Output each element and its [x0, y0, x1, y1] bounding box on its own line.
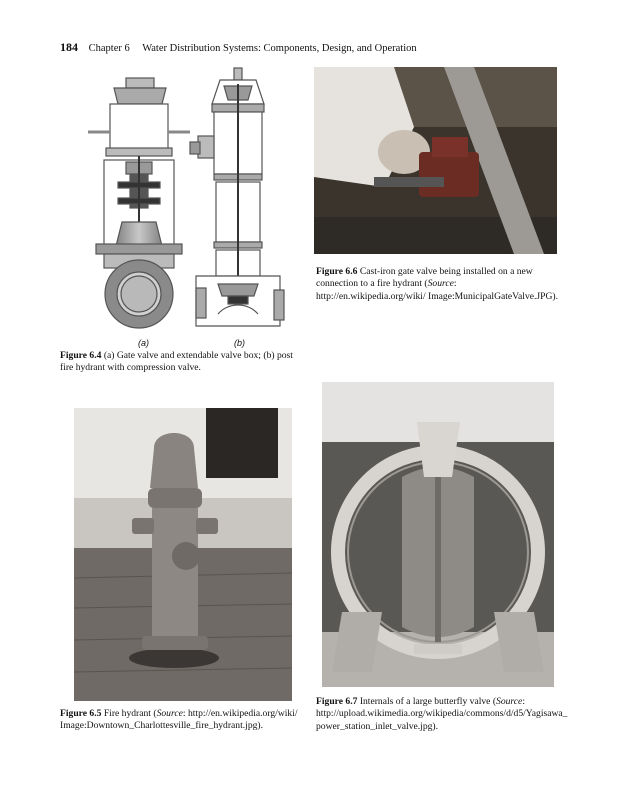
gate-valve-install-image	[314, 67, 557, 254]
figure-6-7-photo	[322, 382, 554, 687]
figure-6-7-text-pre: Internals of a large butterfly valve (	[359, 696, 497, 707]
figure-6-5-photo	[74, 408, 292, 701]
figure-6-4-sublabel-b: (b)	[234, 338, 245, 348]
page-number: 184	[60, 40, 78, 54]
figure-6-6-photo	[314, 67, 557, 254]
post-hydrant-drawing	[190, 68, 284, 326]
figure-6-5-text-post: : http://en.wikipedia.org/wiki/ Image:Downtown_Charlottesville_fire_hydrant.jpg).	[60, 708, 298, 732]
figure-6-6-label: Figure 6.6	[316, 266, 358, 277]
figure-6-5-caption	[60, 708, 300, 733]
figure-6-4-text: (a) Gate valve and extendable valve box; (b) post fire hydrant with compression valve.	[60, 350, 293, 374]
valve-hydrant-drawing	[78, 64, 298, 332]
figure-6-4-caption	[60, 350, 300, 375]
running-header	[60, 40, 560, 56]
figure-6-4-sublabel-a: (a)	[138, 338, 149, 348]
figure-6-4-drawing	[78, 64, 298, 332]
figure-6-7-source-word: Source	[496, 696, 523, 707]
figure-6-5-text-pre: Fire hydrant (	[103, 708, 157, 719]
chapter-label: Chapter 6	[88, 43, 130, 54]
figure-6-7-caption	[316, 696, 568, 733]
chapter-title: Water Distribution Systems: Components, Design, and Operation	[142, 43, 417, 54]
butterfly-valve-image	[322, 382, 554, 687]
fire-hydrant-image	[74, 408, 292, 701]
figure-6-7-label: Figure 6.7	[316, 696, 358, 707]
figure-6-4-label: Figure 6.4	[60, 350, 102, 361]
figure-6-6-source-word: Source	[427, 278, 454, 290]
figure-6-7-text-post: : http://upload.wikimedia.org/wikipedia/commons/d/d5/Yagisawa_ power_station_inlet_valve.jpg).	[316, 696, 568, 732]
figure-6-5-label: Figure 6.5	[60, 708, 102, 719]
figure-6-6-text-pre: Cast-iron gate valve being installed on a new connection to a fire hydrant (	[316, 266, 533, 290]
figure-6-6-caption	[316, 266, 559, 303]
gate-valve-drawing	[88, 78, 190, 328]
figure-6-6-text-post: : http://en.wikipedia.org/wiki/ Image:MunicipalGateValve.JPG).	[316, 278, 559, 302]
figure-6-5-source-word: Source	[156, 708, 183, 719]
